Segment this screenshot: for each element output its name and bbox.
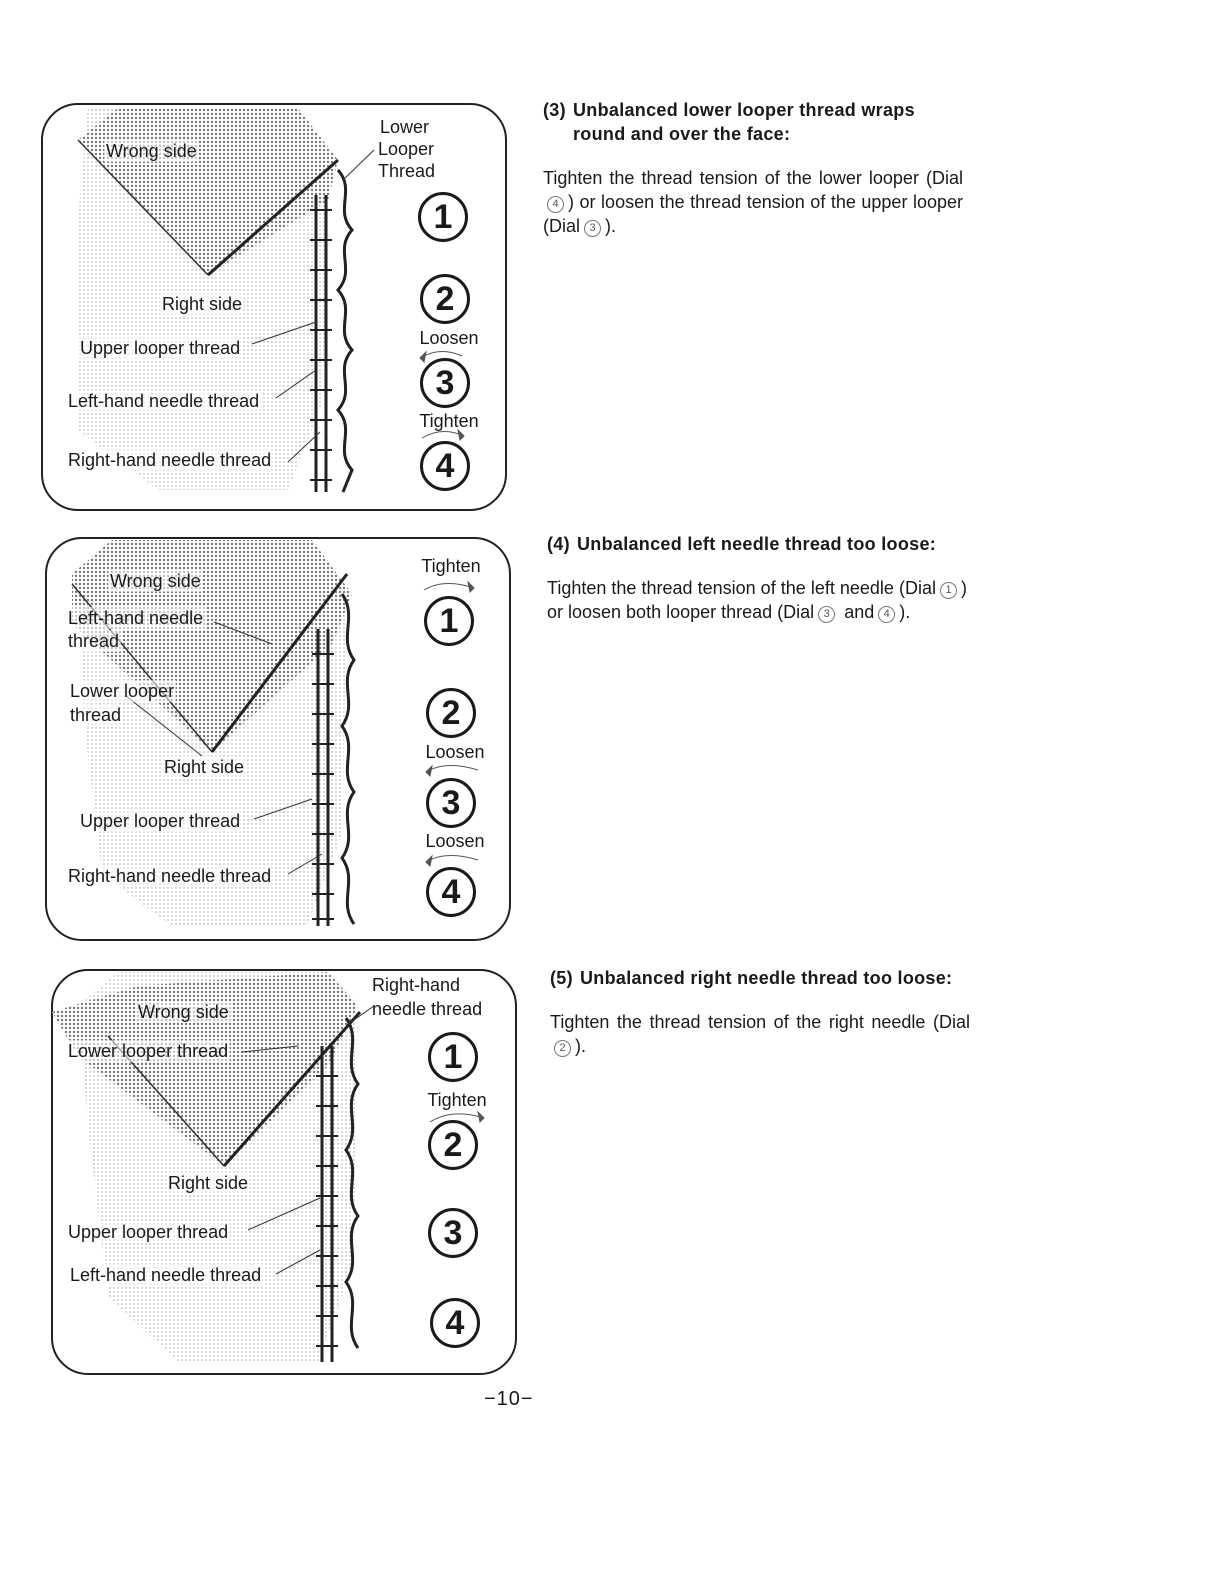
label-lower-looper-2: thread	[70, 705, 122, 725]
dial-3: 3	[428, 1208, 478, 1258]
dial-1: 1	[428, 1032, 478, 1082]
section-3-body	[543, 166, 963, 238]
diagram-panel-1	[38, 100, 510, 514]
label-upper-looper-thread: Upper looper thread	[68, 1222, 229, 1242]
dial-ref-4: 4	[878, 606, 895, 623]
label-right-side: Right side	[164, 757, 245, 777]
section-4	[547, 532, 967, 624]
diagram-panel-3	[48, 966, 520, 1378]
dial-1: 1	[424, 596, 474, 646]
section-4-text-c: and	[844, 602, 875, 622]
label-upper-looper-thread: Upper looper thread	[80, 338, 241, 358]
section-4-text-b: ) or loosen both looper thread (Dial	[547, 578, 967, 622]
section-4-body	[547, 576, 967, 624]
label-tighten: Tighten	[427, 1090, 487, 1110]
diagram-panel-2	[42, 534, 514, 944]
section-3-heading	[543, 98, 963, 146]
label-wrong-side: Wrong side	[110, 571, 201, 591]
label-left-hand-needle-thread: Left-hand needle thread	[68, 391, 260, 411]
label-wrong-side: Wrong side	[106, 141, 197, 161]
label-left-hand-needle-1: Left-hand needle	[68, 608, 204, 628]
label-right-hand-needle-thread: Right-hand needle thread	[68, 450, 272, 470]
dial-2: 2	[420, 274, 470, 324]
dial-3: 3	[420, 358, 470, 408]
label-right-side: Right side	[162, 294, 243, 314]
page-number: −10−	[484, 1388, 534, 1410]
label-right-hand-needle-thread: Right-hand needle thread	[68, 866, 272, 886]
label-tighten: Tighten	[421, 556, 481, 576]
label-right-side: Right side	[168, 1173, 249, 1193]
label-lower-looper-3: Thread	[378, 161, 436, 181]
section-3-title-2: round and over the face:	[573, 124, 791, 144]
dial-4: 4	[420, 441, 470, 491]
section-4-number: (4)	[547, 534, 570, 554]
section-3	[543, 98, 963, 238]
dial-ref-3: 3	[818, 606, 835, 623]
section-4-text-a: Tighten the thread tension of the left needle (Dial	[547, 578, 936, 598]
dial-4: 4	[426, 867, 476, 917]
dial-ref-4: 4	[547, 196, 564, 213]
section-3-text-a: Tighten the thread tension of the lower looper (Dial	[543, 168, 963, 188]
section-3-text-c: ).	[605, 216, 617, 236]
dial-3: 3	[426, 778, 476, 828]
label-left-hand-needle-thread: Left-hand needle thread	[70, 1265, 262, 1285]
dial-ref-3: 3	[584, 220, 601, 237]
dial-2: 2	[426, 688, 476, 738]
section-5-heading	[550, 966, 970, 990]
section-3-number: (3)	[543, 100, 566, 120]
section-4-heading	[547, 532, 967, 556]
section-5-number: (5)	[550, 968, 573, 988]
label-right-hand-needle-1: Right-hand	[372, 975, 461, 995]
dial-ref-2: 2	[554, 1040, 571, 1057]
section-3-title-1: Unbalanced lower looper thread wraps	[573, 100, 915, 120]
dial-2: 2	[428, 1120, 478, 1170]
dial-1: 1	[418, 192, 468, 242]
section-5-body	[550, 1010, 970, 1058]
label-lower-looper-1: Lower	[380, 117, 430, 137]
section-5	[550, 966, 970, 1058]
section-3-text-b: ) or loosen the thread tension of the upper looper (Dial	[543, 192, 963, 236]
label-left-hand-needle-2: thread	[68, 631, 120, 651]
label-wrong-side: Wrong side	[138, 1002, 229, 1022]
section-5-text-b: ).	[575, 1036, 586, 1056]
label-tighten: Tighten	[419, 411, 479, 431]
section-4-title: Unbalanced left needle thread too loose:	[577, 534, 937, 554]
label-lower-looper-1: Lower looper	[70, 681, 175, 701]
dial-ref-1: 1	[940, 582, 957, 599]
section-5-title: Unbalanced right needle thread too loose:	[580, 968, 953, 988]
dial-4: 4	[430, 1298, 480, 1348]
label-lower-looper-thread: Lower looper thread	[68, 1041, 229, 1061]
label-lower-looper-2: Looper	[378, 139, 435, 159]
section-5-text-a: Tighten the thread tension of the right needle (Dial	[550, 1012, 970, 1032]
label-upper-looper-thread: Upper looper thread	[80, 811, 241, 831]
section-4-text-d: ).	[899, 602, 911, 622]
label-loosen-3: Loosen	[425, 742, 485, 762]
label-right-hand-needle-2: needle thread	[372, 999, 483, 1019]
label-loosen: Loosen	[419, 328, 479, 348]
label-loosen-4: Loosen	[425, 831, 485, 851]
